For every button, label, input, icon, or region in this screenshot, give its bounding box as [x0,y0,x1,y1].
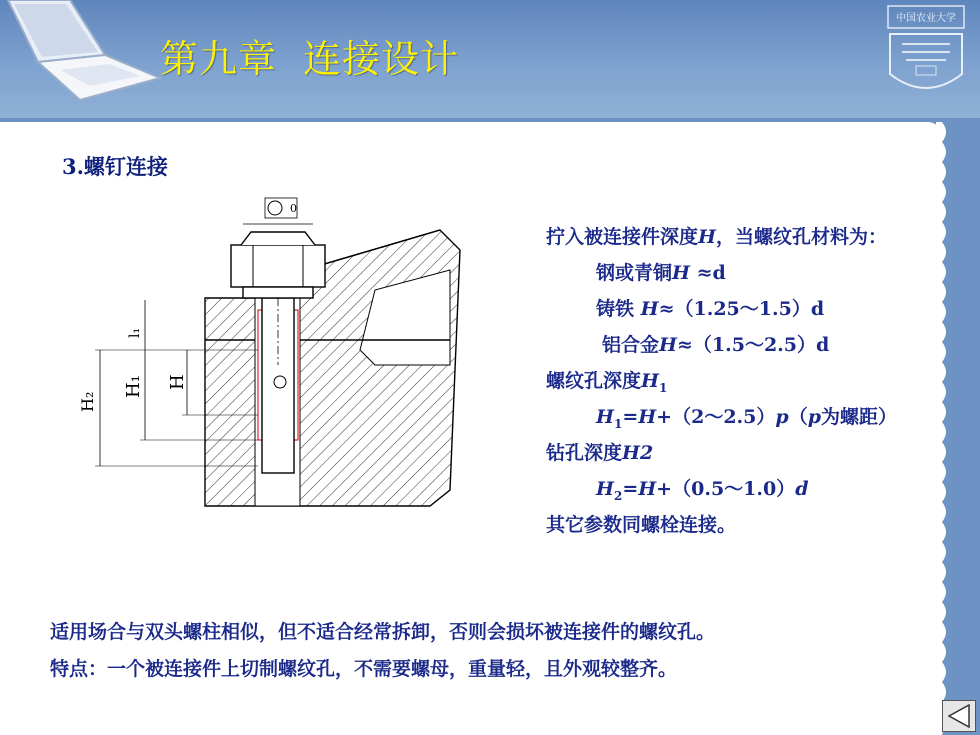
spec-thread-formula: $H_1=H+(2\sim 2.5)p(p$为螺距） [596,406,898,431]
spec-thread-depth: 螺纹孔深度$H_1$ [546,370,668,395]
spec-steel: 钢或青铜H ≈d [596,262,726,284]
h2-label: H₂ [78,391,97,412]
feature-paragraph: 特点：一个被连接件上切制螺纹孔，不需要螺母，重量轻，且外观较整齐。 [50,658,678,680]
tolerance-zero-label: 0 [290,202,297,215]
torn-edge-decoration [936,122,956,735]
page-title: 第九章 连接设计 [160,37,460,81]
spec-alloy: 铝合金H≈（1.5～2.5）d [602,334,830,356]
spec-iron: 铸铁 H≈（1.25～1.5）d [596,298,825,320]
back-triangle-icon [943,701,975,731]
spec-drill-depth: 钻孔深度H2 [546,442,654,464]
spec-other: 其它参数同螺栓连接。 [546,514,737,536]
h-label: H [167,374,188,390]
h1-label: H₁ [123,375,144,398]
svg-text:中国农业大学: 中国农业大学 [896,13,956,24]
l1-label: l₁ [127,327,143,338]
spec-drill-formula: $H_2=H+(0.5\sim 1.0)d$ [596,478,809,503]
back-button[interactable] [942,700,976,732]
section-title: 3.螺钉连接 [62,154,168,179]
usage-paragraph: 适用场合与双头螺柱相似，但不适合经常拆卸，否则会损坏被连接件的螺纹孔。 [50,621,716,643]
laptop-icon [0,0,165,112]
screw-connection-drawing [75,190,475,520]
university-seal-icon [880,4,972,104]
spec-intro: 拧入被连接件深度H，当螺纹孔材料为： [546,226,887,248]
